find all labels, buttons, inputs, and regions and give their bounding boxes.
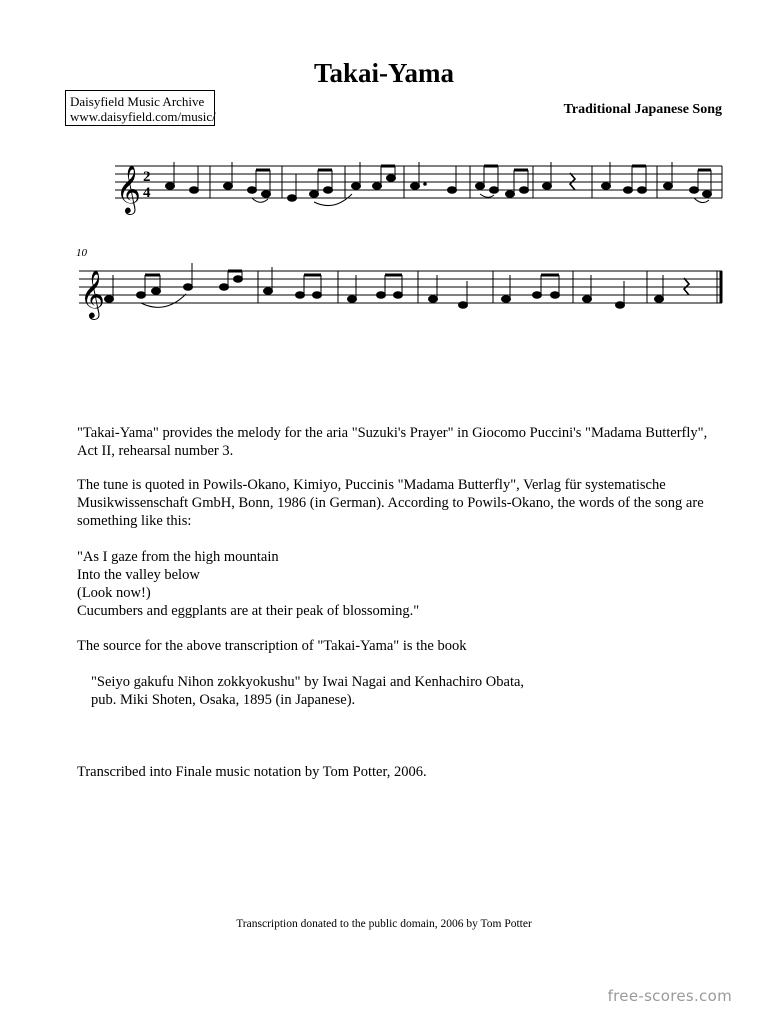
music-score bbox=[0, 0, 768, 360]
archive-url: www.daisyfield.com/music/ bbox=[70, 109, 216, 124]
time-signature-bottom: 4 bbox=[143, 185, 151, 201]
page-title: Takai-Yama bbox=[313, 58, 455, 88]
paragraph-source: The source for the above transcription of "Takai-Yama" is the book bbox=[77, 638, 467, 654]
source-line: "Seiyo gakufu Nihon zokkyokushu" by Iwai Nagai and Kenhachiro Obata, bbox=[91, 674, 525, 690]
slurs-system-2 bbox=[141, 294, 186, 307]
slurs-system-1 bbox=[252, 194, 709, 206]
composer-label: Traditional Japanese Song bbox=[563, 102, 722, 117]
source-line: pub. Miki Shoten, Osaka, 1895 (in Japanese). bbox=[91, 692, 356, 708]
lyrics-block bbox=[77, 548, 717, 620]
paragraph-aria: "Takai-Yama" provides the melody for the aria "Suzuki's Prayer" in Giocomo Puccini's "Madama Butterfly", Act II, rehearsal number 3. bbox=[77, 425, 708, 459]
lyric-line: (Look now!) bbox=[77, 585, 151, 601]
lyric-line: Into the valley below bbox=[77, 567, 200, 583]
time-signature-top: 2 bbox=[143, 169, 151, 185]
public-domain-note: Transcription donated to the public domain, 2006 by Tom Potter bbox=[236, 918, 532, 930]
source-paragraph bbox=[77, 637, 717, 655]
paragraph-transcriber: Transcribed into Finale music notation by Tom Potter, 2006. bbox=[77, 764, 427, 780]
site-watermark: free-scores.com bbox=[607, 987, 732, 1005]
measure-number: 10 bbox=[76, 247, 87, 259]
treble-clef-icon: 𝄞 bbox=[116, 164, 141, 213]
treble-clef-icon: 𝄞 bbox=[80, 269, 105, 318]
paragraph-citation: The tune is quoted in Powils-Okano, Kimiyo, Puccinis "Madama Butterfly", Verlag für systematische Musikwissenschaft GmbH, Bonn, 1986 (in German). According to Powils-Okano, the words of the song are something like this: bbox=[77, 477, 704, 529]
archive-name: Daisyfield Music Archive bbox=[70, 94, 205, 109]
transcriber-paragraph bbox=[77, 763, 717, 781]
lyric-line: "As I gaze from the high mountain bbox=[77, 549, 279, 565]
notes-system-2 bbox=[105, 263, 664, 308]
lyric-line: Cucumbers and eggplants are at their peak of blossoming." bbox=[77, 603, 420, 619]
description-paragraph bbox=[77, 424, 717, 460]
citation-paragraph bbox=[77, 476, 717, 530]
source-reference bbox=[77, 673, 717, 709]
